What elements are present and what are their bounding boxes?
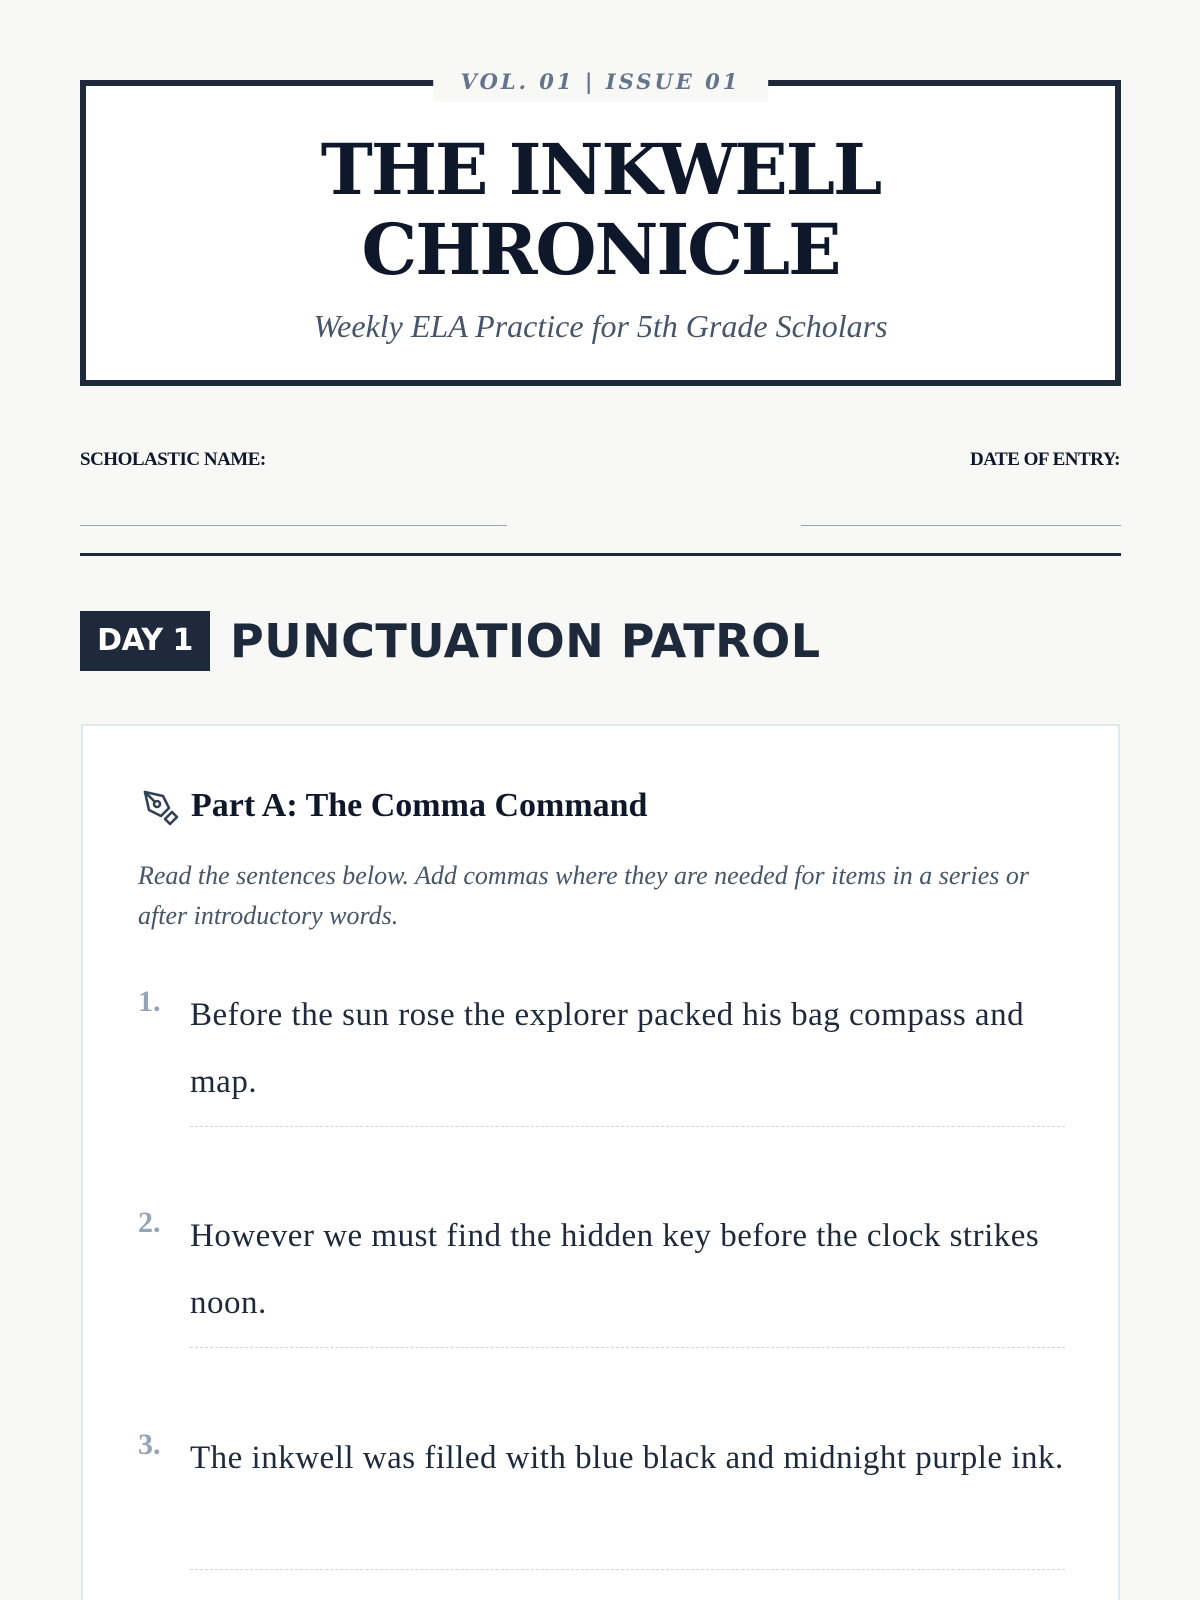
day-title: PUNCTUATION PATROL <box>230 614 821 668</box>
newspaper-title <box>86 130 1115 290</box>
question-text: However we must find the hidden key before the clock strikes noon. <box>190 1218 1040 1321</box>
question-text: The inkwell was filled with blue black and midnight purple ink. <box>190 1440 1064 1476</box>
title-line-2: CHRONICLE <box>361 208 840 291</box>
question-text: Before the sun rose the explorer packed his bag compass and map. <box>190 997 1025 1100</box>
exercise-card <box>81 724 1120 1600</box>
date-label: DATE OF ENTRY: <box>970 449 1120 470</box>
question-number: 2. <box>138 1206 161 1239</box>
part-title: Part A: The Comma Command <box>191 787 648 824</box>
date-field[interactable] <box>801 525 1121 526</box>
issue-tag: VOL. 01 | ISSUE 01 <box>433 62 769 102</box>
question-number: 1. <box>138 985 161 1018</box>
pen-nib-icon <box>139 786 179 826</box>
day-badge: DAY 1 <box>80 611 210 671</box>
section-divider <box>80 553 1121 556</box>
newspaper-subtitle: Weekly ELA Practice for 5th Grade Scholars <box>313 308 888 344</box>
title-line-1: THE INKWELL <box>320 128 881 211</box>
answer-line[interactable] <box>190 1126 1065 1127</box>
name-label: SCHOLASTIC NAME: <box>80 449 266 470</box>
answer-line[interactable] <box>190 1569 1065 1570</box>
instructions: Read the sentences below. Add commas where they are needed for items in a series or after introductory words. <box>138 861 1030 930</box>
name-field[interactable] <box>80 525 507 526</box>
question-number: 3. <box>138 1428 161 1461</box>
masthead <box>80 69 1121 386</box>
answer-line[interactable] <box>190 1347 1065 1348</box>
